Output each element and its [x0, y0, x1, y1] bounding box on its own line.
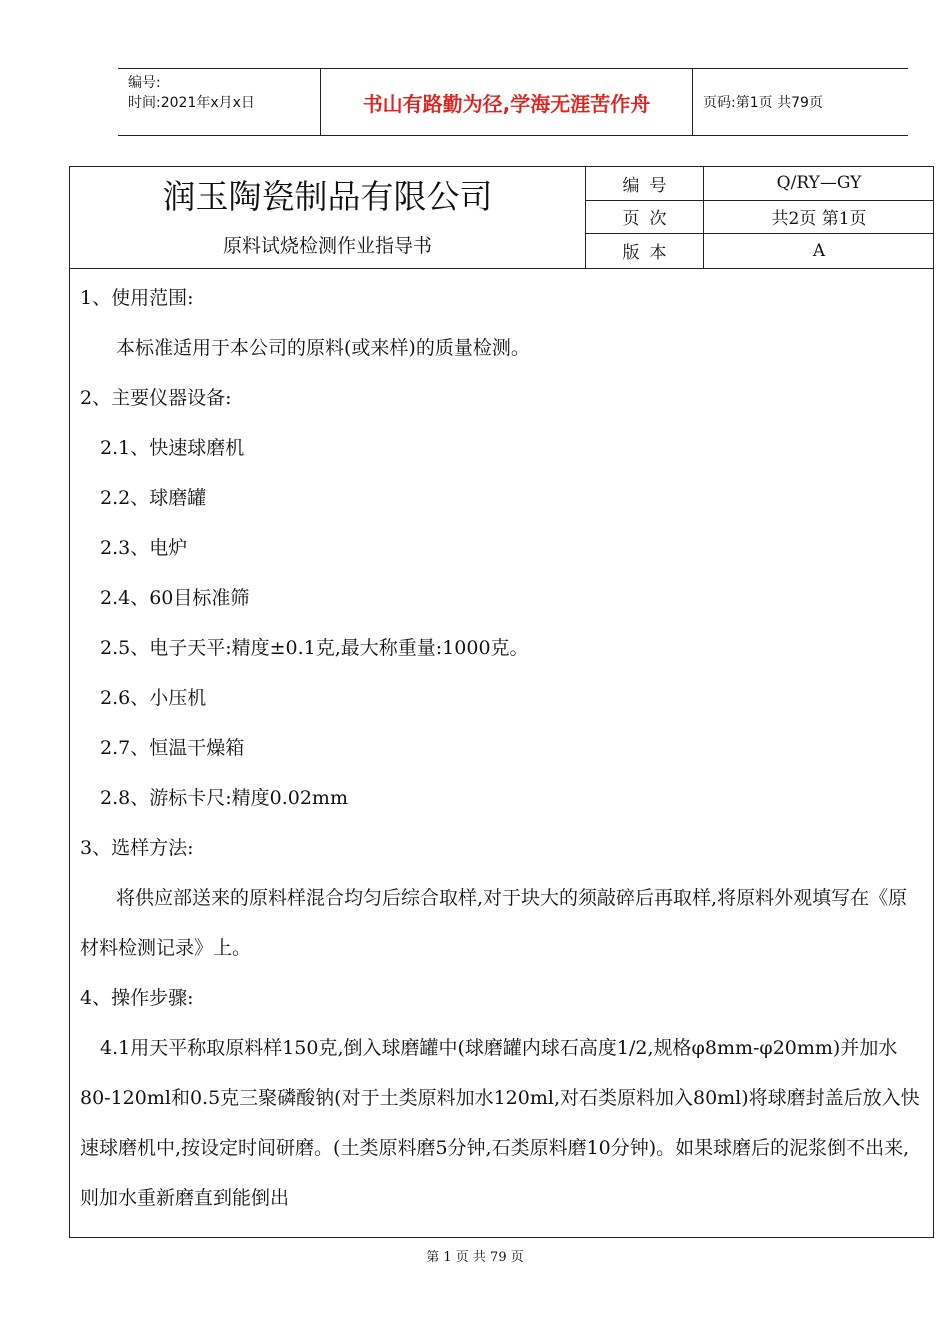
section-heading-equipment: 2、主要仪器设备: [80, 387, 232, 409]
meta-row-version [586, 234, 934, 268]
section-heading-procedure: 4、操作步骤: [80, 987, 194, 1009]
header-slogan: 书山有路勤为径,学海无涯苦作舟 [320, 69, 693, 135]
running-header [118, 68, 908, 136]
meta-row-code [586, 167, 934, 201]
equipment-item: 2.1、快速球磨机 [100, 437, 245, 459]
meta-key: 编号 [586, 167, 704, 200]
meta-value: A [812, 240, 826, 261]
meta-row-pages [586, 201, 934, 235]
section-heading-sampling: 3、选样方法: [80, 837, 194, 859]
meta-key: 页次 [586, 201, 704, 234]
equipment-item: 2.6、小压机 [100, 687, 207, 709]
document-title: 原料试烧检测作业指导书 [222, 235, 432, 257]
meta-value: Q/RY—GY [776, 173, 862, 194]
document-body [80, 273, 925, 1223]
scope-text: 本标准适用于本公司的原料(或来样)的质量检测。 [116, 337, 530, 359]
equipment-item: 2.7、恒温干燥箱 [100, 737, 245, 759]
equipment-item: 2.4、60目标准筛 [100, 587, 250, 609]
equipment-item: 2.3、电炉 [100, 537, 188, 559]
equipment-item: 2.8、游标卡尺:精度0.02mm [100, 787, 348, 809]
sampling-text: 将供应部送来的原料样混合均匀后综合取样,对于块大的须敲碎后再取样,将原料外观填写在《原材料检测记录》上。 [80, 887, 908, 959]
header-code-label: 编号: [128, 75, 161, 91]
meta-key: 版本 [586, 234, 704, 268]
section-heading-scope: 1、使用范围: [80, 287, 194, 309]
company-name: 润玉陶瓷制品有限公司 [162, 177, 493, 216]
header-left-cell [118, 69, 320, 135]
equipment-item: 2.2、球磨罐 [100, 487, 207, 509]
header-page-info: 页码:第1页 共79页 [703, 95, 823, 111]
page-footer: 第 1 页 共 79 页 [426, 1250, 524, 1265]
procedure-text: 4.1用天平称取原料样150克,倒入球磨罐中(球磨罐内球石高度1/2,规格φ8mm-φ20mm)并加水80-120ml和0.5克三聚磷酸钠(对于土类原料加水120ml,对石类原料加入80ml)将球磨封盖后放入快速球磨机中,按设定时间研磨。(土类原料磨5分钟,石类原料磨10分钟)。如果球磨后的泥浆倒不出来,则加水重新磨直到能倒出 [80, 1037, 920, 1209]
title-block [70, 167, 934, 269]
equipment-item: 2.5、电子天平:精度±0.1克,最大称重量:1000克。 [100, 637, 529, 659]
instruction-form [69, 166, 934, 1238]
header-time-label: 时间:2021年x月x日 [128, 95, 255, 111]
meta-table [585, 167, 934, 268]
meta-value: 共2页 第1页 [771, 209, 867, 230]
